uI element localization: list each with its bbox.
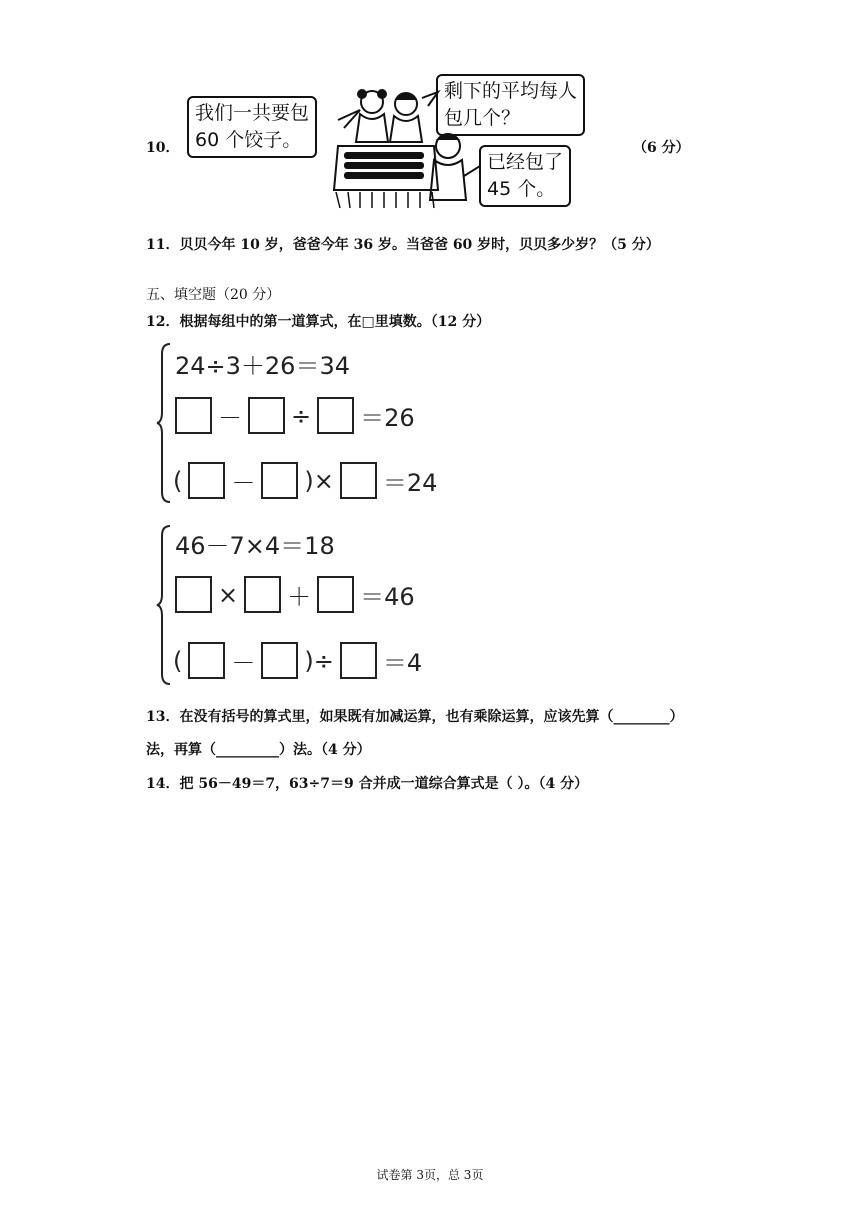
- q13-line2: 法，再算（_________）法。（4 分）: [146, 742, 371, 758]
- speech-bubble-done: [479, 145, 571, 207]
- bubble-line: 60 个饺子。: [195, 129, 302, 151]
- group1-row3: [171, 462, 439, 499]
- answer-box[interactable]: [340, 642, 377, 679]
- answer-box[interactable]: [340, 462, 377, 499]
- result: ＝26: [360, 404, 415, 432]
- paren-open: (: [173, 646, 183, 675]
- operator: )×: [304, 466, 334, 495]
- operator: －: [231, 649, 256, 677]
- answer-box[interactable]: [261, 462, 298, 499]
- q10-number: 10．: [146, 140, 180, 156]
- answer-box[interactable]: [175, 576, 212, 613]
- q12-text: 12．根据每组中的第一道算式，在□里填数。（12 分）: [146, 314, 491, 330]
- result: ＝24: [382, 469, 438, 497]
- operator: －: [231, 469, 256, 497]
- result: ＝46: [360, 583, 415, 611]
- paren-open: (: [173, 466, 183, 495]
- answer-box[interactable]: [175, 397, 212, 434]
- answer-box[interactable]: [188, 642, 225, 679]
- bubble-line: 包几个？: [444, 107, 521, 129]
- page-footer: 试卷第 3页，总 3页: [376, 1168, 484, 1182]
- group1-row2: [171, 397, 417, 434]
- bubble-line: 剩下的平均每人: [444, 80, 578, 102]
- q14-text: 14．把 56－49＝7，63÷7＝9 合并成一道综合算式是（ ）。（4 分）: [146, 776, 589, 792]
- operator: ÷: [291, 401, 312, 430]
- bubble-line: 我们一共要包: [195, 102, 310, 124]
- bubble-line: 45 个。: [487, 178, 556, 200]
- section-title: 五、填空题（20 分）: [146, 287, 281, 303]
- q10-score: （6 分）: [633, 140, 690, 156]
- q11-text: 11．贝贝今年 10 岁，爸爸今年 36 岁。当爸爸 60 岁时，贝贝多少岁？（5 分）: [146, 237, 660, 253]
- answer-box[interactable]: [188, 462, 225, 499]
- group2-row2: [171, 576, 417, 613]
- answer-box[interactable]: [317, 576, 354, 613]
- answer-box[interactable]: [248, 397, 285, 434]
- answer-box[interactable]: [261, 642, 298, 679]
- operator: ＋: [287, 583, 312, 611]
- speech-bubble-total: [187, 96, 317, 158]
- operator: ×: [218, 580, 239, 609]
- group2-row3: [171, 642, 424, 679]
- group2-given-equation: 46－7×4＝18: [175, 532, 335, 560]
- operator: －: [218, 404, 242, 432]
- dumpling-illustration: [330, 80, 480, 215]
- result: ＝4: [382, 649, 423, 677]
- bubble-line: 已经包了: [487, 151, 564, 173]
- answer-box[interactable]: [317, 397, 354, 434]
- operator: )÷: [304, 646, 334, 675]
- group1-given-equation: 24÷3＋26＝34: [175, 352, 350, 380]
- answer-box[interactable]: [244, 576, 281, 613]
- q13-line1: 13．在没有括号的算式里，如果既有加减运算，也有乘除运算，应该先算（________）: [146, 709, 684, 725]
